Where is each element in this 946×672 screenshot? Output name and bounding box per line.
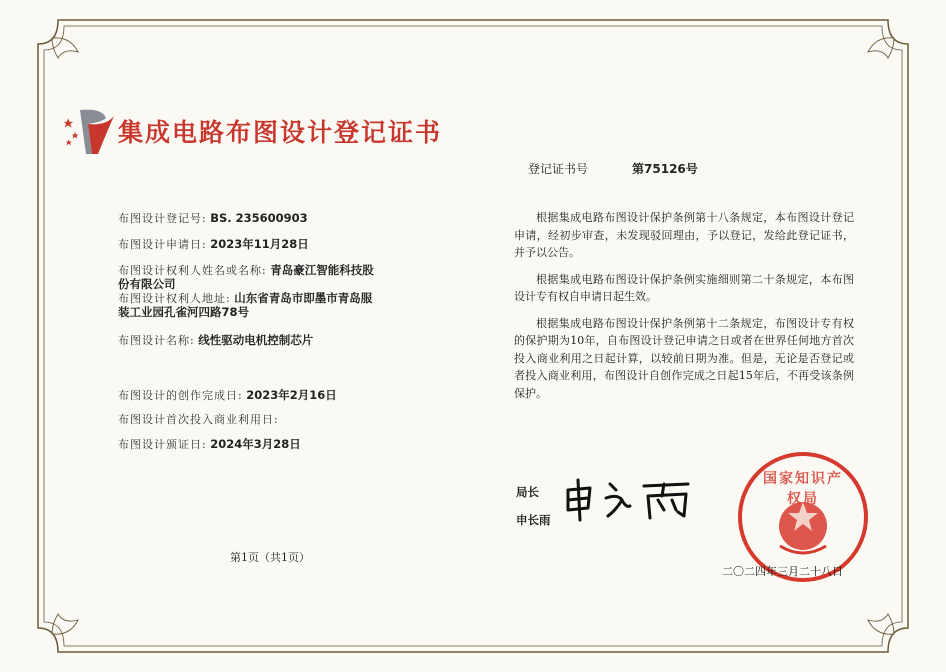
- field-label: 布图设计颁证日:: [118, 438, 207, 451]
- field-label: 布图设计名称:: [118, 334, 195, 347]
- paragraph-protection-term: 根据集成电路布图设计保护条例第十二条规定，布图设计专有权的保护期为10年，自布图设计登记申请之日或者在世界任何地方首次投入商业利用之日起计算，以较前日期为准。但是，无论是否登记或者投入商业利用，布图设计自创作完成之日起15年后，不再受该条例保护。: [514, 316, 854, 400]
- field-value: 2023年11月28日: [210, 237, 309, 251]
- handwritten-signature: [560, 476, 700, 522]
- legal-text: [514, 209, 854, 402]
- field-label: 布图设计登记号:: [118, 212, 207, 225]
- paragraph-registration: 根据集成电路布图设计保护条例第十八条规定，本布图设计登记申请，经初步审查，未发现驳回理由，予以登记，发给此登记证书，并予以公告。: [514, 211, 854, 259]
- seal-label: 国家知识产权局: [763, 471, 843, 507]
- field-application-date: [118, 236, 309, 252]
- field-value: 山东省青岛市即墨市青岛服: [234, 291, 373, 305]
- ic-layout-logo-icon: [62, 104, 118, 156]
- field-value: 青岛豪江智能科技股: [270, 263, 374, 277]
- field-value: 2024年3月28日: [210, 437, 301, 451]
- reg-number-label: 登记证书号: [528, 162, 589, 176]
- paragraph-effective: 根据集成电路布图设计保护条例实施细则第二十条规定，本布图设计专有权自申请日起生效。: [514, 272, 854, 303]
- issue-date-chinese: 二〇二四年三月二十八日: [722, 565, 843, 578]
- page-indicator: 第1页（共1页）: [230, 551, 310, 564]
- field-design-name: [118, 332, 313, 348]
- reg-number-value: 第75126号: [632, 162, 698, 176]
- field-value: BS. 235600903: [210, 211, 308, 225]
- field-value: 线性驱动电机控制芯片: [198, 333, 314, 347]
- certificate-number: [528, 160, 698, 177]
- signature-name: 申长雨: [516, 513, 551, 527]
- field-owner-name-cont: 份有限公司: [118, 277, 176, 291]
- field-label: 布图设计申请日:: [118, 238, 207, 251]
- field-creation-date: [118, 387, 337, 403]
- field-commercial-use-date: [118, 411, 279, 427]
- field-label: 布图设计首次投入商业利用日:: [118, 413, 279, 426]
- field-owner-address-cont: 装工业园孔雀河四路78号: [118, 305, 250, 319]
- field-registration-number: [118, 210, 308, 226]
- signature-role: 局长: [516, 485, 539, 499]
- field-label: 布图设计权利人地址:: [118, 292, 231, 305]
- field-label: 布图设计权利人姓名或名称:: [118, 264, 267, 277]
- certificate-title: 集成电路布图设计登记证书: [118, 118, 443, 147]
- field-value: 2023年2月16日: [246, 388, 337, 402]
- field-issue-date: [118, 436, 301, 452]
- field-label: 布图设计的创作完成日:: [118, 389, 243, 402]
